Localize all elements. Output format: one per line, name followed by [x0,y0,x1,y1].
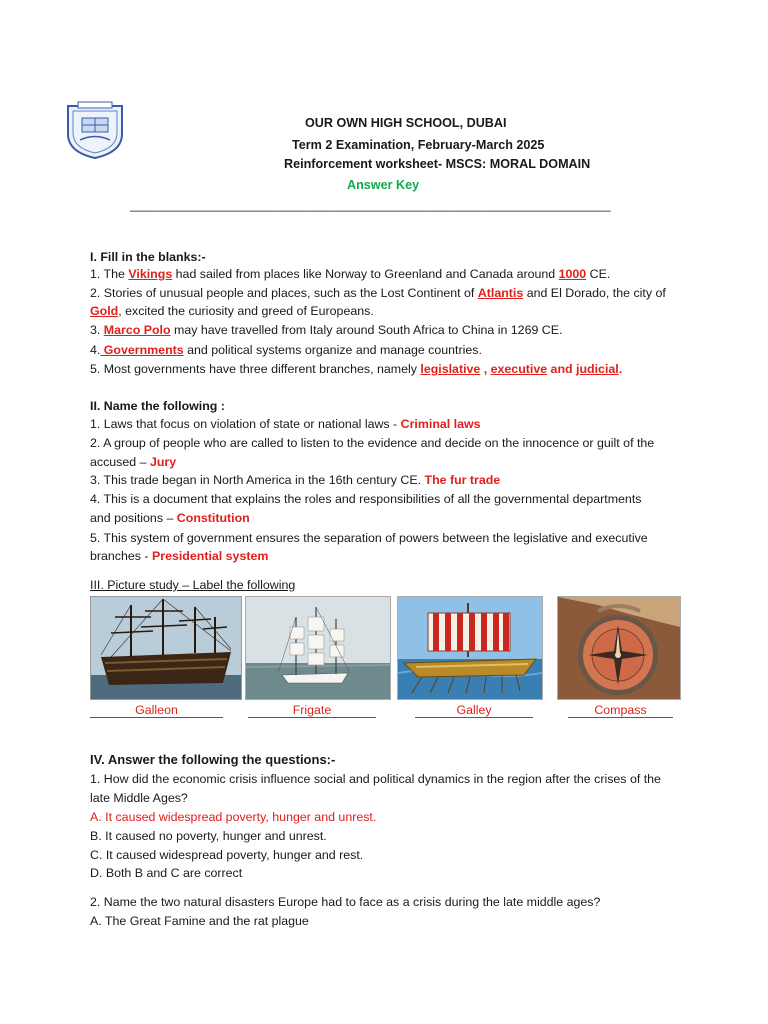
question-1-option-a: A. It caused widespread poverty, hunger and unrest. [90,810,377,824]
answer-criminal-laws: Criminal laws [400,417,481,431]
name-2: 2. A group of people who are called to listen to the evidence and decide on the innocence or guilt of the [90,436,655,450]
name-4: 4. This is a document that explains the roles and responsibilities of all the governmental departments [90,492,642,506]
school-name: OUR OWN HIGH SCHOOL, DUBAI [305,116,507,130]
section1-title: I. Fill in the blanks:- [90,250,206,264]
label-frigate: Frigate [248,703,376,718]
school-logo [64,100,126,160]
galleon-picture [90,596,242,700]
fill-blank-5: 5. Most governments have three different branches, namely legislative , executive and judicial. [90,362,623,376]
label-galleon: Galleon [90,703,223,718]
answer-judicial: judicial [576,362,619,376]
name-4-cont: and positions – Constitution [90,511,250,525]
label-galley: Galley [415,703,533,718]
fill-blank-1: 1. The Vikings had sailed from places like Norway to Greenland and Canada around 1000 CE. [90,267,611,281]
label-compass: Compass [568,703,673,718]
header-rule: ________________________________________________________________________ [130,198,611,212]
answer-legislative: legislative [420,362,481,376]
answer-fur-trade: The fur trade [424,473,501,487]
answer-1000: 1000 [558,267,587,281]
worksheet-title: Reinforcement worksheet- MSCS: MORAL DOMAIN [284,157,591,171]
answer-constitution: Constitution [176,511,250,525]
frigate-picture [245,596,391,700]
section4-title: IV. Answer the following the questions:- [90,752,336,767]
question-1-line2: late Middle Ages? [90,791,188,805]
section3-title: III. Picture study – Label the following [90,578,296,592]
answer-gold: Gold [90,304,119,318]
answer-key-label: Answer Key [347,178,420,192]
compass-picture [557,596,681,700]
galley-picture [397,596,543,700]
question-2-line1: 2. Name the two natural disasters Europe had to face as a crisis during the late middle ages? [90,895,601,909]
answer-governments: Governments [100,343,184,357]
fill-blank-2-cont: Gold, excited the curiosity and greed of Europeans. [90,304,374,318]
answer-presidential-system: Presidential system [151,549,269,563]
name-5-cont: branches - Presidential system [90,549,269,563]
fill-blank-3: 3. Marco Polo may have travelled from Italy around South Africa to China in 1269 CE. [90,323,563,337]
question-1-option-b: B. It caused no poverty, hunger and unrest. [90,829,327,843]
fill-blank-2: 2. Stories of unusual people and places, such as the Lost Continent of Atlantis and El Dorado, the city of [90,286,666,300]
answer-jury: Jury [149,455,177,469]
question-1-option-d: D. Both B and C are correct [90,866,243,880]
answer-vikings: Vikings [128,267,173,281]
name-2-cont: accused – Jury [90,455,177,469]
section2-title: II. Name the following : [90,399,225,413]
fill-blank-4: 4. Governments and political systems organize and manage countries. [90,343,482,357]
answer-marco-polo: Marco Polo [103,323,171,337]
answer-atlantis: Atlantis [477,286,524,300]
question-2-option-a: A. The Great Famine and the rat plague [90,914,309,928]
question-1-line1: 1. How did the economic crisis influence social and political dynamics in the region after the crises of the [90,772,661,786]
exam-title: Term 2 Examination, February-March 2025 [292,138,545,152]
name-5: 5. This system of government ensures the separation of powers between the legislative and executive [90,531,648,545]
name-3: 3. This trade began in North America in the 16th century CE. The fur trade [90,473,501,487]
question-1-option-c: C. It caused widespread poverty, hunger and rest. [90,848,364,862]
name-1: 1. Laws that focus on violation of state or national laws - Criminal laws [90,417,481,431]
answer-executive: executive [490,362,548,376]
